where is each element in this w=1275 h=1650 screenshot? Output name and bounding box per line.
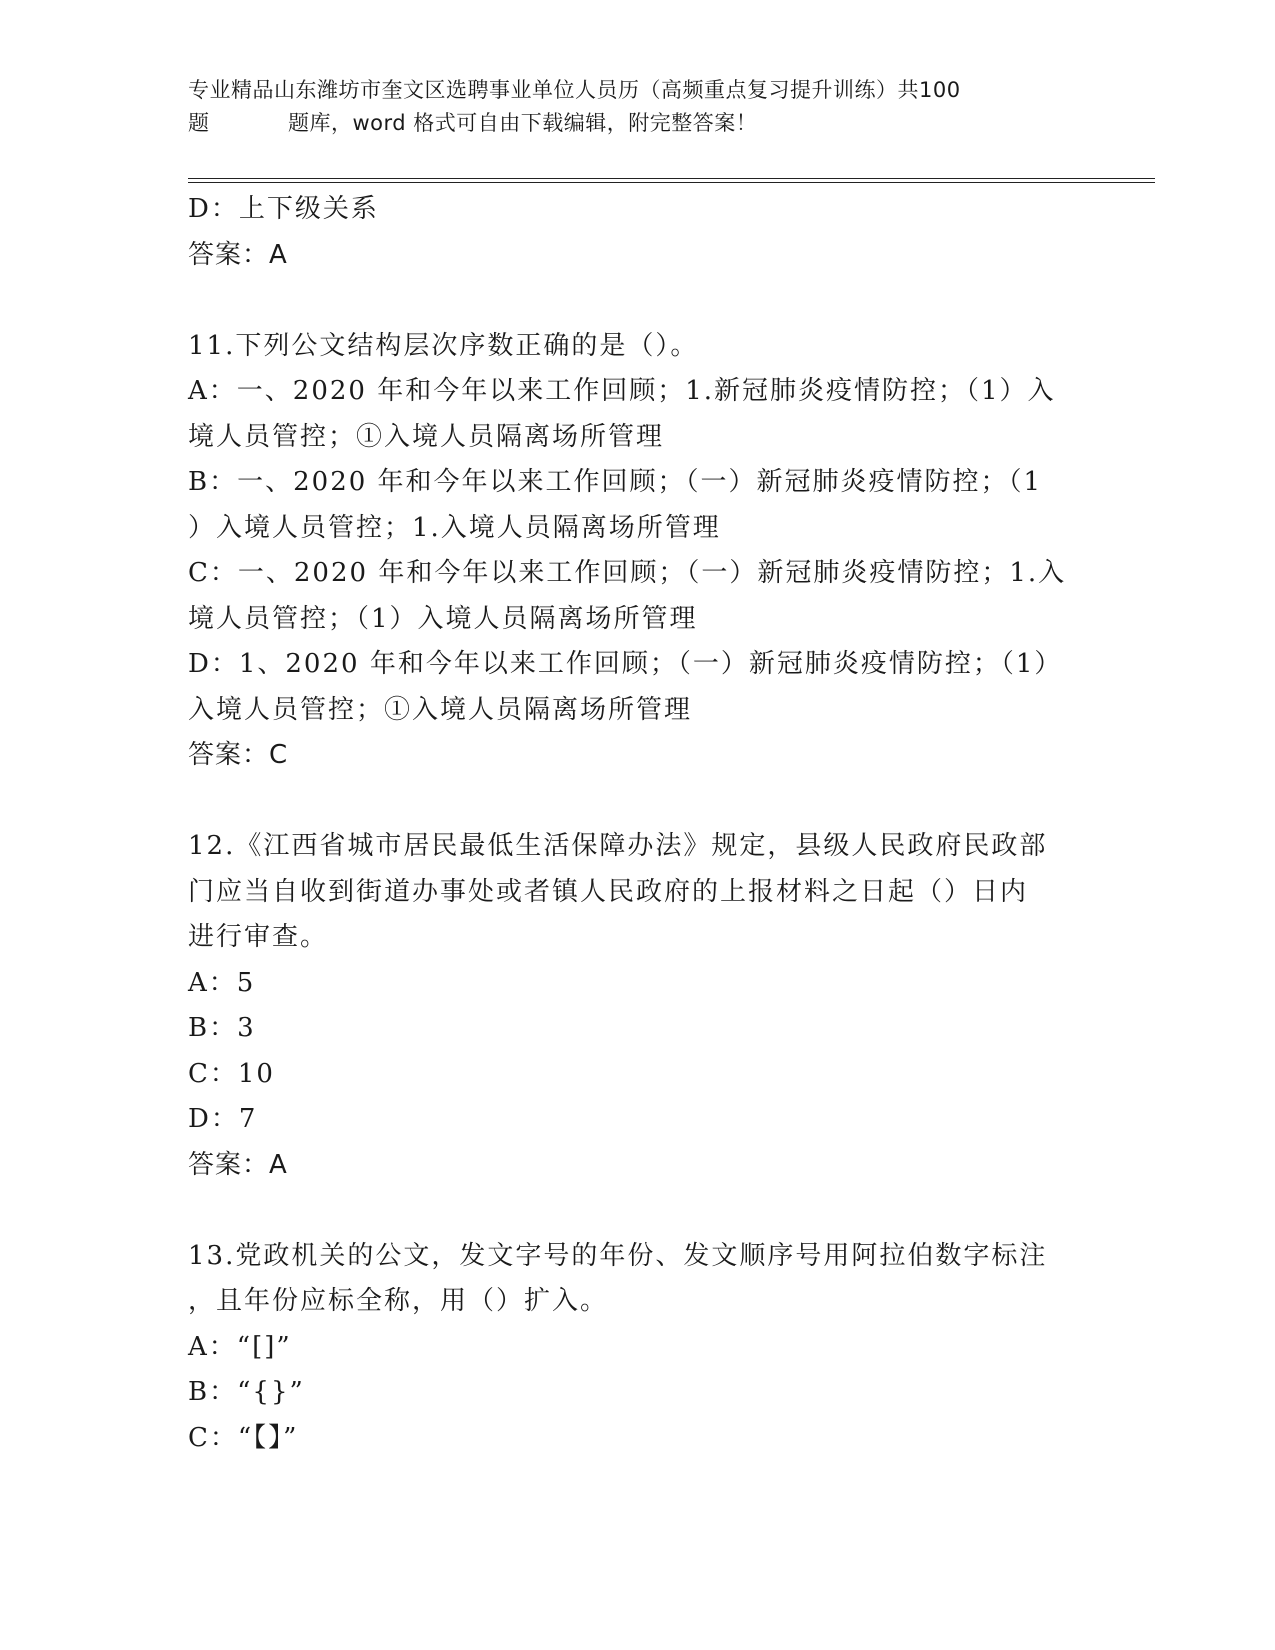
q11-option-b-line1: B：一、2020 年和今年以来工作回顾；（一）新冠肺炎疫情防控；（1	[188, 467, 1043, 497]
q12-option-c: C：10	[188, 1058, 275, 1089]
q11-option-d-line1: D：1、2020 年和今年以来工作回顾；（一）新冠肺炎疫情防控；（1）	[188, 649, 1063, 679]
spacer	[188, 779, 1088, 825]
q12-option-b: B：3	[188, 1013, 256, 1043]
q12-answer: 答案：A	[188, 1149, 288, 1180]
q11-answer: 答案：C	[188, 740, 289, 770]
q11-option-c-line2: 境人员管控；（1）入境人员隔离场所管理	[188, 603, 698, 634]
q13-stem-line1: 13.党政机关的公文，发文字号的年份、发文顺序号用阿拉伯数字标注	[188, 1240, 1048, 1271]
q11-option-b-line2: ）入境人员管控；1.入境人员隔离场所管理	[188, 512, 721, 543]
document-body	[188, 187, 1088, 1461]
q11-stem: 11.下列公文结构层次序数正确的是（）。	[188, 330, 699, 361]
q12-stem-line3: 进行审查。	[188, 922, 329, 952]
q13-option-c: C：“【】”	[188, 1422, 299, 1453]
header-title-line2-right: 题库，word 格式可自由下载编辑，附完整答案！	[288, 111, 758, 135]
q13-option-b: B：“{}”	[188, 1377, 305, 1407]
prev-question-option-d: D：上下级关系	[188, 194, 379, 224]
header-title-line2-left: 题	[188, 111, 210, 135]
prev-question-answer: 答案：A	[188, 239, 288, 270]
q12-stem-line1: 12.《江西省城市居民最低生活保障办法》规定，县级人民政府民政部	[188, 831, 1048, 861]
spacer	[188, 1188, 1088, 1234]
q13-stem-line2: ，且年份应标全称，用（）扩入。	[188, 1286, 609, 1316]
q12-option-d: D：7	[188, 1104, 258, 1134]
header-double-rule	[188, 178, 1155, 183]
q11-option-d-line2: 入境人员管控；①入境人员隔离场所管理	[188, 694, 693, 725]
q11-option-a-line1: A：一、2020 年和今年以来工作回顾；1.新冠肺炎疫情防控；（1）入	[188, 376, 1056, 406]
spacer	[188, 278, 1088, 324]
page-header	[188, 74, 1088, 140]
q12-option-a: A：5	[188, 967, 256, 998]
header-title-line2	[188, 107, 1088, 140]
header-title-line1: 专业精品山东潍坊市奎文区选聘事业单位人员历（高频重点复习提升训练）共100	[188, 78, 961, 102]
q13-option-a: A：“[]”	[188, 1331, 292, 1362]
q12-stem-line2: 门应当自收到街道办事处或者镇人民政府的上报材料之日起（）日内	[188, 876, 1029, 907]
q11-option-a-line2: 境人员管控；①入境人员隔离场所管理	[188, 421, 665, 452]
q11-option-c-line1: C：一、2020 年和今年以来工作回顾；（一）新冠肺炎疫情防控；1.入	[188, 558, 1067, 588]
